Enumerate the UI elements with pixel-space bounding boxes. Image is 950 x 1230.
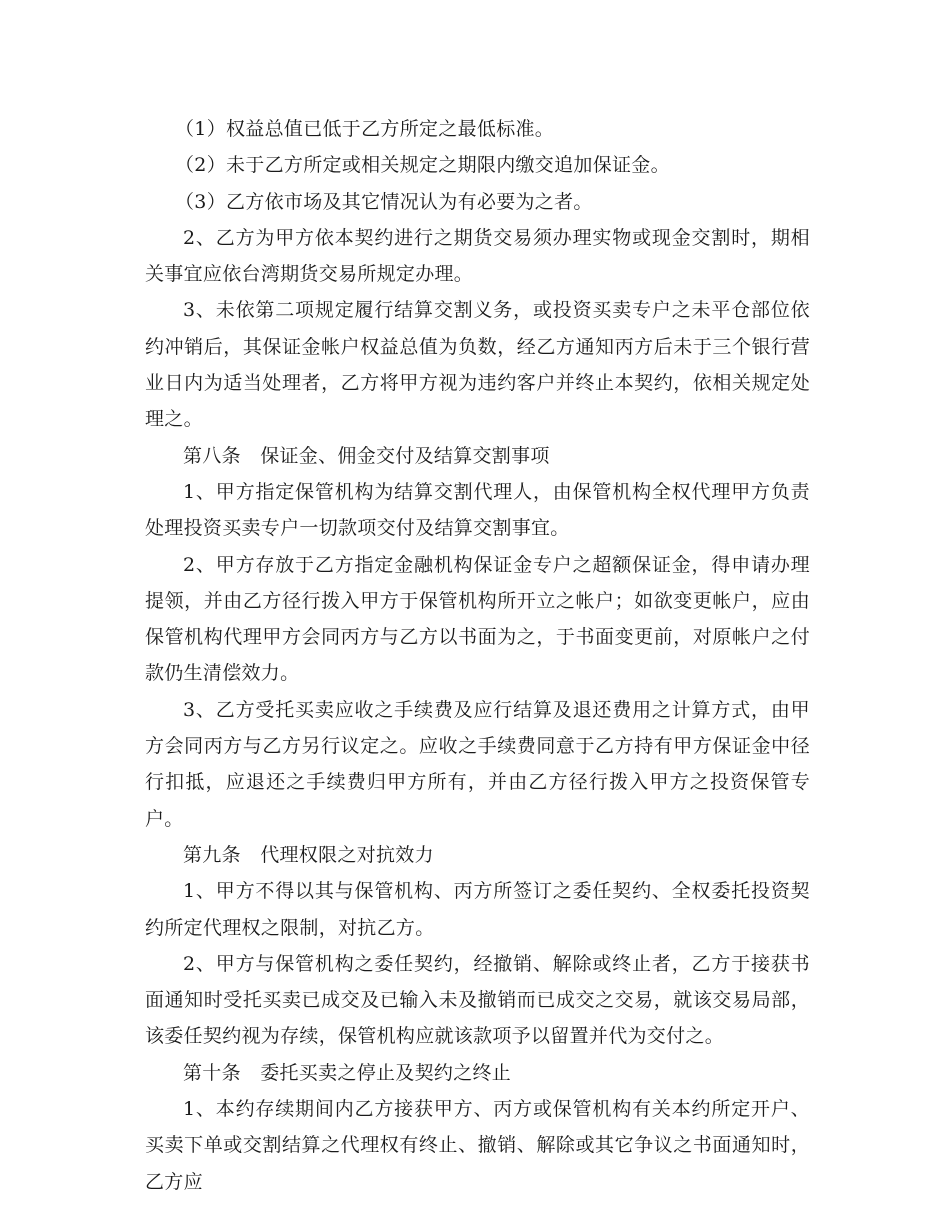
- article-8-paragraph-3: 3、乙方受托买卖应收之手续费及应行结算及退还费用之计算方式，由甲方会同丙方与乙方另行议定之。应收之手续费同意于乙方持有甲方保证金中径行扣抵，应退还之手续费归甲方所有，并由乙方径行拨入甲方之投资保管专户。: [145, 698, 810, 830]
- paragraph-default: 3、未依第二项规定履行结算交割义务，或投资买卖专户之未平仓部位依约冲销后，其保证金帐户权益总值为负数，经乙方通知丙方后未于三个银行营业日内为适当处理者，乙方将甲方视为违约客户并终止本契约，依相关规定处理之。: [145, 299, 810, 431]
- clause-item-3: （3）乙方依市场及其它情况认为有必要为之者。: [175, 190, 593, 213]
- article-9-paragraph-1: 1、甲方不得以其与保管机构、丙方所签订之委任契约、全权委托投资契约所定代理权之限制，对抗乙方。: [145, 880, 810, 939]
- article-8-heading: 第八条 保证金、佣金交付及结算交割事项: [183, 444, 550, 467]
- article-10-heading: 第十条 委托买卖之停止及契约之终止: [183, 1061, 512, 1084]
- article-9-paragraph-2: 2、甲方与保管机构之委任契约，经撤销、解除或终止者，乙方于接获书面通知时受托买卖已成交及已输入未及撤销而已成交之交易，就该交易局部，该委任契约视为存续，保管机构应就该款项予以留置并代为交付之。: [145, 952, 810, 1048]
- document-body: [145, 111, 810, 1200]
- clause-item-2: （2）未于乙方所定或相关规定之期限内缴交追加保证金。: [175, 154, 670, 177]
- article-10-paragraph-1: 1、本约存续期间内乙方接获甲方、丙方或保管机构有关本约所定开户、买卖下单或交割结算之代理权有终止、撤销、解除或其它争议之书面通知时，乙方应: [145, 1098, 810, 1193]
- paragraph-delivery: 2、乙方为甲方依本契约进行之期货交易须办理实物或现金交割时，期相关事宜应依台湾期货交易所规定办理。: [145, 226, 810, 286]
- clause-item-1: （1）权益总值已低于乙方所定之最低标准。: [175, 118, 555, 140]
- article-9-heading: 第九条 代理权限之对抗效力: [183, 843, 434, 866]
- article-8-paragraph-2: 2、甲方存放于乙方指定金融机构保证金专户之超额保证金，得申请办理提领，并由乙方径行拨入甲方于保管机构所开立之帐户；如欲变更帐户，应由保管机构代理甲方会同丙方与乙方以书面为之，于书面变更前，对原帐户之付款仍生清偿效力。: [145, 553, 810, 685]
- article-8-paragraph-1: 1、甲方指定保管机构为结算交割代理人，由保管机构全权代理甲方负责处理投资买卖专户一切款项交付及结算交割事宜。: [145, 480, 810, 540]
